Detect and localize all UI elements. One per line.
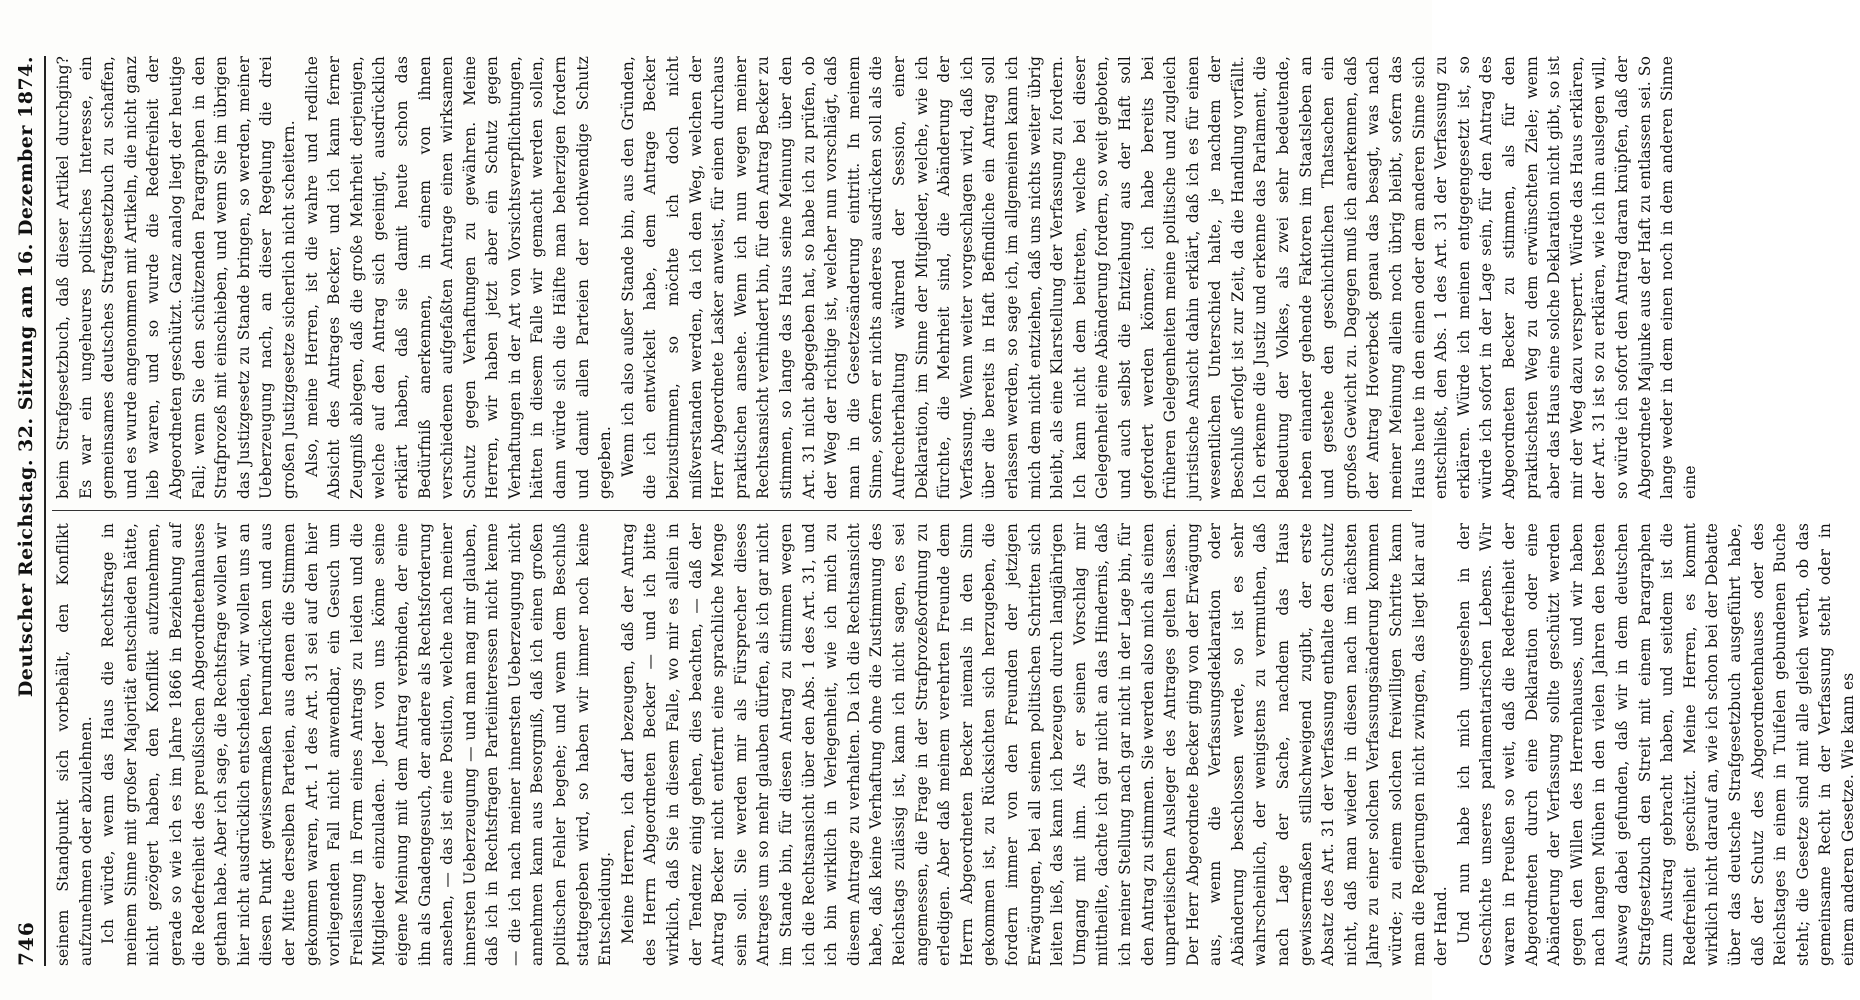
column-divider: [52, 511, 1412, 512]
paragraph: seinem Standpunkt sich vorbehält, den Konflikt aufzunehmen oder abzulehnen.: [54, 523, 95, 966]
page-number: 746: [14, 921, 38, 966]
paragraph: Ich würde, wenn das Haus die Rechtsfrage in meinem Sinne mit großer Majorität entschieden hätte, nicht gezögert haben, den Konflikt aufzunehmen, gerade so wie ich es im Jahre 1866 in Beziehung auf die Redefreiheit des preußischen Abgeordnetenhauses gethan habe. Aber ich sage, die Rechtsfrage wollen wir hier nicht ausdrücklich entscheiden, wir wollen uns an diesen Punkt gewissermaßen herumdrücken und aus der Mitte derselben Parteien, aus denen die Stimmen gekommen waren, Art. 1 des Art. 31 sei auf den hier vorliegenden Fall nicht anwendbar, ein Gesuch um Freilassung in Form eines Antrags zu leiden und die Mitglieder einzuladen. Jeder von uns könne seine eigene Meinung mit dem Antrag verbinden, der eine ihn als Gnadengesuch, der andere als Rechtsforderung ansehen, — das ist eine Position, welche nach meiner innersten Ueberzeugung — und man mag mir glauben, daß ich in Rechtsfragen Parteiinteressen nicht kenne — die ich nach meiner innersten Ueberzeugung nicht annehmen kann aus Besorgniß, daß ich einen großen politischen Fehler begehe; und wenn dem Beschluß stattgegeben wird, so haben wir immer noch keine Entscheidung.: [99, 523, 615, 966]
paragraph: Wenn ich also außer Stande bin, aus den Gründen, die ich entwickelt habe, dem Antrage Becker beizustimmen, so möchte ich doch nicht mißverstanden werden, da ich den Weg, welchen der Herr Abgeordnete Lasker anweist, für einen durchaus praktischen ansehe. Wenn ich nun wegen meiner Rechtsansicht verhindert bin, für den Antrag Becker zu stimmen, so lange das Haus seine Meinung über den Art. 31 nicht abgegeben hat, so habe ich zu prüfen, ob der Weg der richtige ist, welcher nun vorschlägt, daß man in die Gesetzesänderung eintritt. In meinem Sinne, sofern er nichts anderes ausdrücken soll als die Aufrechterhaltung während der Session, einer Deklaration, im Sinne der Mitglieder, welche, wie ich fürchte, die Mehrheit sind, die Abänderung der Verfassung. Wenn weiter vorgeschlagen wird, daß ich über die bereits in Haft Befindliche ein Antrag soll erlassen werden, so sage ich, im allgemeinen kann ich mich dem nicht entziehen, daß uns nichts weiter übrig bleibt, als eine Klarstellung der Verfassung zu fordern. Ich kann nicht dem beitreten, welche bei dieser Gelegenheit eine Abänderung fordern, so weit geboten, und auch selbst die Entziehung aus der Haft soll gefordert werden können; ich habe bereits bei früheren Gelegenheiten meine politische und zugleich juristische Ansicht dahin erklärt, daß ich es für einen wesentlichen Unterschied halte, je nachdem der Beschluß erfolgt ist zur Zeit, da die Handlung vorfällt. Ich erkenne die Justiz und erkenne das Parlament, die Bedeutung der Volkes, als zwei sehr bedeutende, neben einander gehende Faktoren im Staatsleben an und gestehe den geschichtlichen Thatsachen ein großes Gewicht zu. Dagegen muß ich anerkennen, daß der Antrag Hoverbeck genau das besagt, was nach meiner Meinung allein noch übrig bleibt, sofern das Haus heute in den einen oder dem anderen Sinne sich entschließt, den Abs. 1 des Art. 31 der Verfassung zu erklären. Würde ich meinen entgegengesetzt ist, so würde ich sofort in der Lage sein, für den Antrag des Abgeordneten Becker zu stimmen, als für den praktischsten Weg zu dem erwünschten Ziele; wenn aber das Haus eine solche Deklaration nicht gibt, so ist mir der Weg dazu versperrt. Würde das Haus erklären, der Art. 31 ist so zu erklären, wie ich ihn auslegen will, so würde ich sofort den Antrag daran knüpfen, daß der Abgeordnete Majunke aus der Haft zu entlassen sei. So lange weder in dem einen noch in dem anderen Sinne eine: [618, 55, 1699, 499]
page-header: [8, 56, 46, 966]
text-column-right: [52, 55, 1699, 499]
paragraph: Also, meine Herren, ist die wahre und redliche Absicht des Antrages Becker, und ich kann ferner Zeugniß ablegen, daß die große Mehrheit derjenigen, welche auf den Antrag sich geeinigt, ausdrücklich erklärt haben, daß sie damit heute schon das Bedürfniß anerkennen, in einem von ihnen verschiedenen aufgefaßten Antrage einen wirksamen Schutz gegen Verhaftungen zu gewähren. Meine Herren, wir haben jetzt aber ein Schutz gegen Verhaftungen in der Art von Vorsichtsverpflichtungen, hätten in diesem Falle wir gemacht werden sollen, dann würde sich die Hälfte man beherzigen fordern und damit allen Parteien der nothwendige Schutz gegeben.: [302, 56, 615, 499]
paragraph: Und nun habe ich mich umgesehen in der Geschichte unseres parlamentarischen Lebens. Wir waren in Preußen so weit, daß die Redefreiheit der Abgeordneten durch eine Deklaration oder eine Abänderung der Verfassung sollte geschützt werden gegen den Willen des Herrenhauses, und wir haben nach langen Mühen in den vielen Jahren den besten Ausweg dabei gefunden, daß wir in dem deutschen Strafgesetzbuch den Streit mit einem Paragraphen zum Austrag gebracht haben, und seitdem ist die Redefreiheit geschützt. Meine Herren, es kommt wirklich nicht darauf an, wie ich schon bei der Debatte über das deutsche Strafgesetzbuch ausgeführt habe, daß der Schutz des Abgeordnetenhauses oder des Reichstages in einem in Tuifelen gebundenen Buche steht; die Gesetze sind mit alle gleich werth, ob das gemeinsame Recht in der Verfassung steht oder in einem anderen Gesetze. Wie kann es: [1454, 523, 1857, 966]
running-title: Deutscher Reichstag. 32. Sitzung am 16. Dezember 1874.: [15, 56, 37, 698]
paragraph: Meine Herren, ich darf bezeugen, daß der Antrag des Herrn Abgeordneten Becker — und ich bitte wirklich, daß Sie in diesem Falle, wo mir es allein in der Tendenz einig gehen, dies beachten, — daß der Antrag Becker nicht entfernt eine sprachliche Menge sein soll. Sie werden mir als Fürsprecher dieses Antrages um so mehr glauben dürfen, als ich gar nicht im Stande bin, für diesen Antrag zu stimmen wegen ich die Rechtsansicht über den Abs. 1 des Art. 31, und ich bin wirklich in Verlegenheit, wie ich mich zu diesem Antrage zu verhalten. Da ich die Rechtsansicht habe, daß keine Verhaftung ohne die Zustimmung des Reichstags zulässig ist, kann ich nicht sagen, es sei angemessen, die Frage in der Strafprozeßordnung zu erledigen. Aber daß meinem verehrten Freunde dem Herrn Abgeordneten Becker niemals in den Sinn gekommen ist, zu Rücksichten sich herzugeben, die fordern immer von den Freunden der jetzigen Erwägungen, bei all seinen politischen Schritten sich leiten ließ, das kann ich bezeugen durch langjährigen Umgang mit ihm. Als er seinen Vorschlag mir mittheilte, dachte ich gar nicht an das Hindernis, daß ich meiner Stellung nach gar nicht in der Lage bin, für den Antrag zu stimmen. Sie werden also mich als einen unparteiischen Ausleger des Antrages gelten lassen. Der Herr Abgeordnete Becker ging von der Erwägung aus, wenn die Verfassungsdeklaration oder Abänderung beschlossen werde, so ist es sehr wahrscheinlich, der wenigstens zu vermuthen, daß nach Lage der Sache, nachdem das Haus gewissermaßen stillschweigend zugibt, der erste Absatz des Art. 31 der Verfassung enthalte den Schutz nicht, daß man wieder in diesen nach im nächsten Jahre zu einer solchen Verfassungsänderung kommen würde; zu einem solchen freiwilligen Schritte kann man die Regierungen nicht zwingen, das liegt klar auf der Hand.: [618, 523, 1451, 966]
text-column-left: [52, 523, 1857, 966]
paragraph: beim Strafgesetzbuch, daß dieser Artikel durchging? Es war ein ungeheures politisches Interesse, ein gemeinsames deutsches Strafgesetzbuch zu schaffen, und es wurde angenommen mit Artikeln, die nicht ganz lieb waren, und so wurde die Redefreiheit der Abgeordneten geschützt. Ganz analog liegt der heutige Fall; wenn Sie den schützenden Paragraphen in den Strafprozeß mit einschieben, und wenn Sie im übrigen das Justizgesetz zu Stande bringen, so werden, meiner Ueberzeugung nach, an dieser Regelung die drei großen Justizgesetze sicherlich nicht scheitern.: [54, 56, 298, 499]
text-body: [52, 55, 1857, 966]
